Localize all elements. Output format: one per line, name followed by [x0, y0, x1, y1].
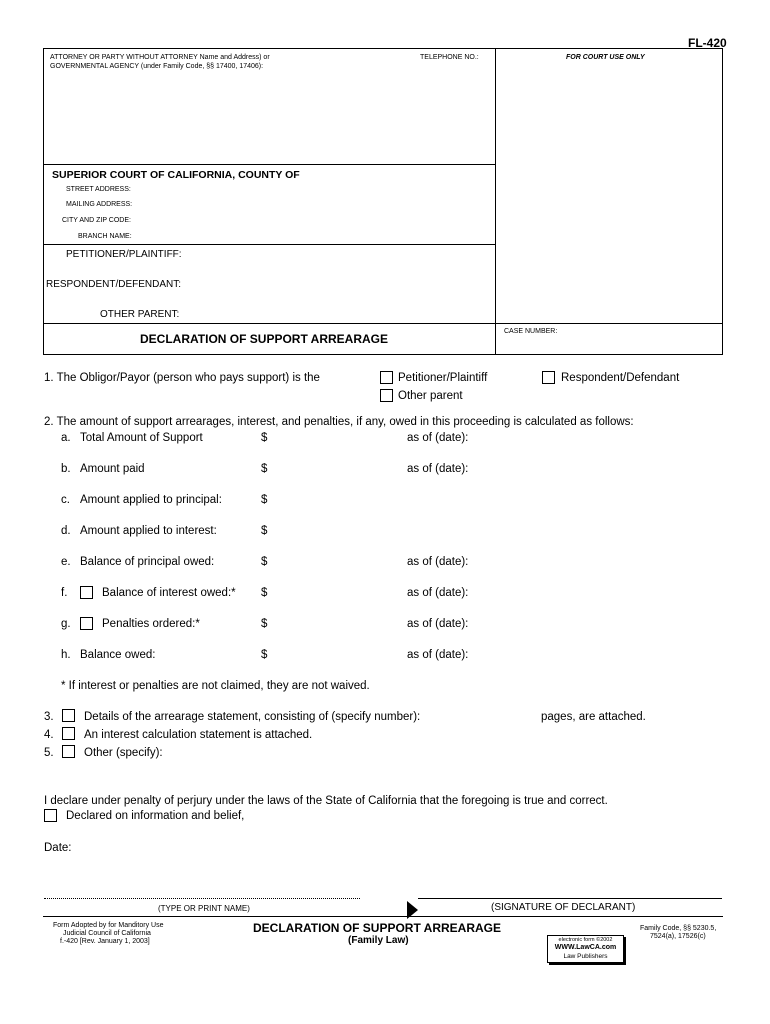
court-use-label: FOR COURT USE ONLY	[566, 54, 645, 61]
item4-number: 4.	[44, 729, 54, 741]
row-f-dollar: $	[261, 587, 268, 599]
penalties-checkbox[interactable]	[80, 617, 93, 630]
row-g-label: Penalties ordered:*	[102, 618, 200, 630]
row-e-label: Balance of principal owed:	[80, 556, 215, 568]
row-f-letter: f.	[61, 587, 68, 599]
row-c-label: Amount applied to principal:	[80, 494, 222, 506]
belief-text: Declared on information and belief,	[66, 810, 245, 822]
row-d-letter: d.	[61, 525, 71, 537]
item1-text: 1. The Obligor/Payor (person who pays support) is the	[44, 372, 320, 384]
item3-pages: pages, are attached.	[541, 711, 646, 723]
row-c-dollar: $	[261, 494, 268, 506]
item3-number: 3.	[44, 711, 54, 723]
row-d-dollar: $	[261, 525, 268, 537]
other-parent-label: OTHER PARENT:	[100, 309, 180, 320]
mailing-address-label: MAILING ADDRESS:	[66, 201, 133, 208]
city-zip-label: CITY AND ZIP CODE:	[62, 217, 131, 224]
adopted-line-1: Form Adopted by for Manditory Use	[53, 922, 164, 929]
court-title: SUPERIOR COURT OF CALIFORNIA, COUNTY OF	[52, 169, 300, 181]
signature-line[interactable]	[418, 898, 722, 899]
row-g-letter: g.	[61, 618, 71, 630]
footer-title: DECLARATION OF SUPPORT ARREARAGE	[253, 921, 502, 935]
row-a-dollar: $	[261, 432, 268, 444]
other-parent-checkbox[interactable]	[380, 389, 393, 402]
row-c-letter: c.	[61, 494, 70, 506]
agency-label: GOVERNMENTAL AGENCY (under Family Code, §§ 17400, 17406):	[50, 63, 264, 70]
publisher-box	[547, 935, 624, 963]
row-a-letter: a.	[61, 432, 71, 444]
telephone-label: TELEPHONE NO.:	[420, 54, 479, 61]
footer-subtitle: (Family Law)	[348, 935, 409, 946]
adopted-line-3: f.-420 [Rev. January 1, 2003]	[60, 938, 150, 945]
perjury-declaration: I declare under penalty of perjury under the laws of the State of California that the foregoing is true and correct.	[44, 795, 608, 807]
row-a-asof: as of (date):	[407, 432, 469, 444]
signature-label: (SIGNATURE OF DECLARANT)	[491, 902, 636, 913]
petitioner-checkbox[interactable]	[380, 371, 393, 384]
row-b-dollar: $	[261, 463, 268, 475]
row-g-dollar: $	[261, 618, 268, 630]
row-b-letter: b.	[61, 463, 71, 475]
item4-text: An interest calculation statement is attached.	[84, 729, 313, 741]
street-address-label: STREET ADDRESS:	[66, 186, 131, 193]
form-title: DECLARATION OF SUPPORT ARREARAGE	[140, 332, 389, 346]
interest-checkbox[interactable]	[80, 586, 93, 599]
respondent-label: RESPONDENT/DEFENDANT:	[46, 279, 182, 290]
row-h-dollar: $	[261, 649, 268, 661]
item2-intro: 2. The amount of support arrearages, interest, and penalties, if any, owed in this proceeding is calculated as follows:	[44, 416, 634, 428]
item5-number: 5.	[44, 747, 54, 759]
footnote: * If interest or penalties are not claimed, they are not waived.	[61, 680, 370, 692]
row-b-label: Amount paid	[80, 463, 145, 475]
name-line[interactable]	[44, 898, 360, 899]
row-e-letter: e.	[61, 556, 71, 568]
row-b-asof: as of (date):	[407, 463, 469, 475]
form-number: FL-420	[688, 36, 727, 50]
petitioner-label: PETITIONER/PLAINTIFF:	[66, 249, 182, 260]
row-e-dollar: $	[261, 556, 268, 568]
item3-checkbox[interactable]	[62, 709, 75, 722]
publisher-site: WWW.LawCA.com	[554, 944, 617, 951]
date-label: Date:	[44, 842, 72, 854]
petitioner-option: Petitioner/Plaintiff	[398, 372, 488, 384]
belief-checkbox[interactable]	[44, 809, 57, 822]
adopted-line-2: Judicial Council of California	[63, 930, 151, 937]
branch-name-label: BRANCH NAME:	[78, 233, 132, 240]
respondent-option: Respondent/Defendant	[561, 372, 680, 384]
code-line-2: 7524(a), 17526(c)	[650, 933, 706, 940]
other-parent-option: Other parent	[398, 390, 463, 402]
electronic-label: electronic form ©2002	[558, 937, 613, 943]
item5-text: Other (specify):	[84, 747, 163, 759]
item5-checkbox[interactable]	[62, 745, 75, 758]
row-h-asof: as of (date):	[407, 649, 469, 661]
publisher-name: Law Publishers	[563, 953, 608, 960]
item4-checkbox[interactable]	[62, 727, 75, 740]
code-line-1: Family Code, §§ 5230.5,	[640, 925, 717, 932]
row-d-label: Amount applied to interest:	[80, 525, 217, 537]
attorney-label: ATTORNEY OR PARTY WITHOUT ATTORNEY Name and Address) or	[50, 54, 270, 61]
row-e-asof: as of (date):	[407, 556, 469, 568]
item3-text: Details of the arrearage statement, consisting of (specify number):	[84, 711, 421, 723]
type-name-label: (TYPE OR PRINT NAME)	[158, 904, 250, 913]
row-h-letter: h.	[61, 649, 71, 661]
case-number-label: CASE NUMBER:	[504, 328, 558, 335]
row-a-label: Total Amount of Support	[80, 432, 203, 444]
row-h-label: Balance owed:	[80, 649, 156, 661]
row-f-label: Balance of interest owed:*	[102, 587, 236, 599]
row-f-asof: as of (date):	[407, 587, 469, 599]
respondent-checkbox[interactable]	[542, 371, 555, 384]
row-g-asof: as of (date):	[407, 618, 469, 630]
